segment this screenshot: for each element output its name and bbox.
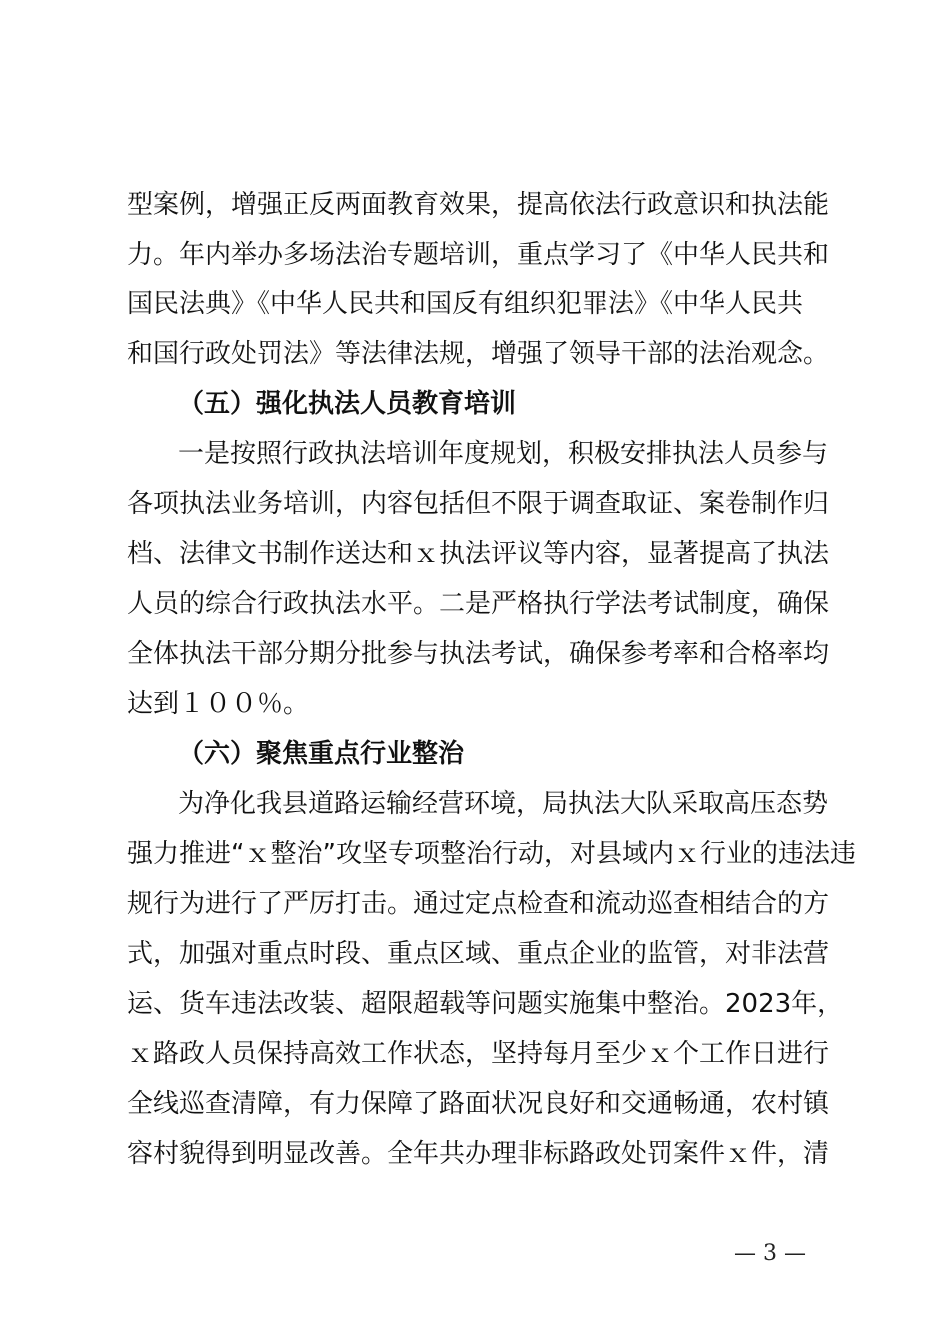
text-line: 国民法典》《中华人民共和国反有组织犯罪法》《中华人民共 — [127, 289, 804, 319]
section-heading-6: （六）聚焦重点行业整治 — [178, 739, 465, 769]
text-line: 运、货车违法改装、超限超载等问题实施集中整治。2023年， — [127, 989, 844, 1019]
text-line: 为净化我县道路运输经营环境，局执法大队采取高压态势 — [178, 789, 829, 819]
text-line: 全体执法干部分期分批参与执法考试，确保参考率和合格率均 — [127, 639, 830, 669]
text-line: 档、法律文书制作送达和ｘ执法评议等内容，显著提高了执法 — [127, 539, 830, 569]
text-line: 式，加强对重点时段、重点区域、重点企业的监管，对非法营 — [127, 939, 830, 969]
text-line: 人员的综合行政执法水平。二是严格执行学法考试制度，确保 — [127, 589, 830, 619]
text-line: 和国行政处罚法》等法律法规，增强了领导干部的法治观念。 — [127, 339, 830, 369]
text-line: 强力推进“ｘ整治”攻坚专项整治行动，对县域内ｘ行业的违法违 — [127, 839, 856, 869]
text-line: 规行为进行了严厉打击。通过定点检查和流动巡查相结合的方 — [127, 889, 830, 919]
text-line: 达到１００％。 — [127, 689, 310, 719]
text-line: 各项执法业务培训，内容包括但不限于调查取证、案卷制作归 — [127, 489, 830, 519]
text-line: 力。年内举办多场法治专题培训，重点学习了《中华人民共和 — [127, 240, 830, 270]
text-line: 一是按照行政执法培训年度规划，积极安排执法人员参与 — [178, 439, 829, 469]
page-number: — 3 — — [734, 1241, 806, 1266]
text-line: ｘ路政人员保持高效工作状态，坚持每月至少ｘ个工作日进行 — [127, 1039, 830, 1069]
text-line: 型案例，增强正反两面教育效果，提高依法行政意识和执法能 — [127, 190, 830, 220]
text-line: 全线巡查清障，有力保障了路面状况良好和交通畅通，农村镇 — [127, 1089, 830, 1119]
section-heading-5: （五）强化执法人员教育培训 — [178, 389, 517, 419]
text-line: 容村貌得到明显改善。全年共办理非标路政处罚案件ｘ件，清 — [127, 1139, 830, 1169]
